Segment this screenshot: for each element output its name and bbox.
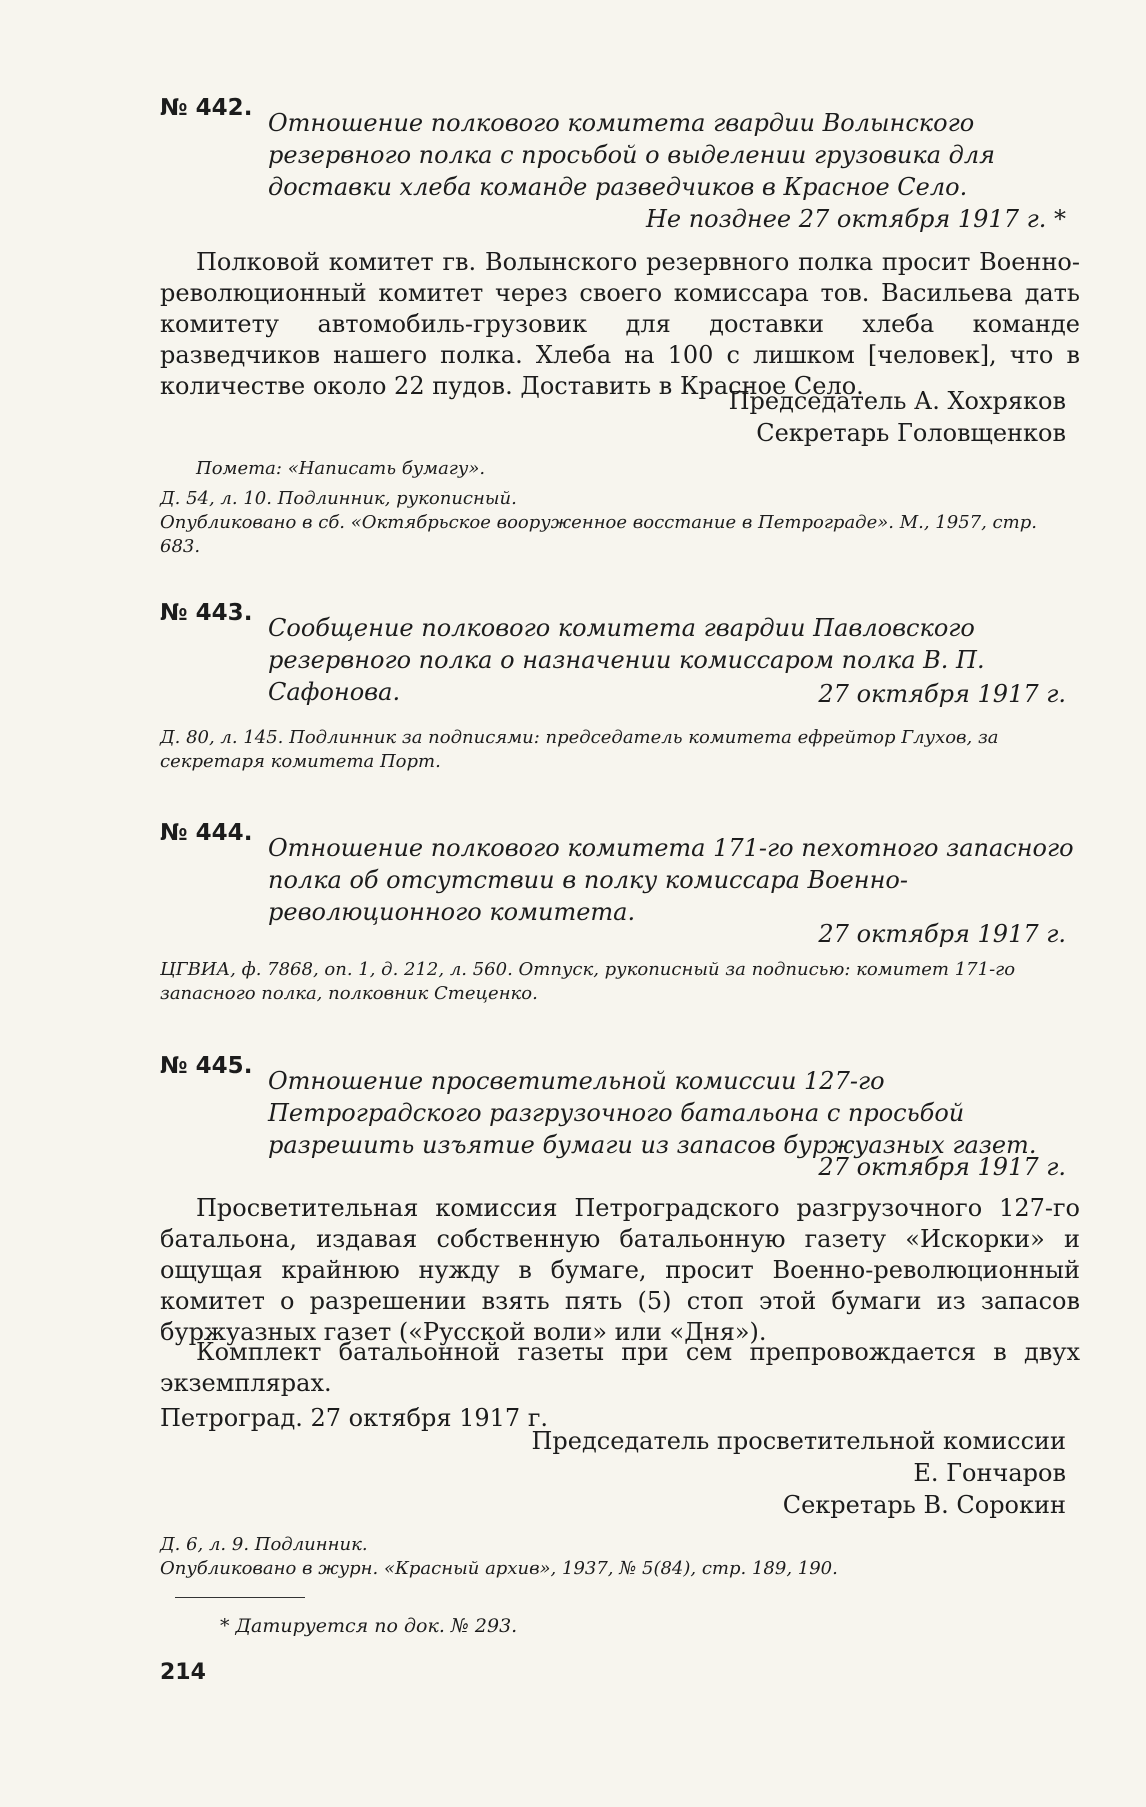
document-source: Д. 54, л. 10. Подлинник, рукописный. [160,488,517,509]
document-number: № 442. [160,95,253,121]
signature-secretary: Секретарь В. Сорокин [782,1491,1066,1519]
document-date: Не позднее 27 октября 1917 г. * [645,205,1066,233]
signature-block [729,385,1066,449]
document-number: № 445. [160,1053,253,1079]
document-date: 27 октября 1917 г. [818,680,1066,708]
document-mark: Помета: «Написать бумагу». [196,458,486,479]
document-published: Опубликовано в сб. «Октябрьское вооруженное восстание в Петрограде». М., 1957, стр. 683. [160,512,1037,557]
document-number: № 443. [160,600,253,626]
document-title: Отношение просветительной комиссии 127-го Петроградского разгрузочного батальона с просьбой разрешить изъятие бумаги из запасов буржуазных газет. [268,1067,1037,1159]
document-source: Д. 80, л. 145. Подлинник за подписями: председатель комитета ефрейтор Глухов, за секретаря комитета Порт. [160,727,999,772]
document-number: № 444. [160,820,253,846]
document-source: ЦГВИА, ф. 7868, оп. 1, д. 212, л. 560. Отпуск, рукописный за подписью: комитет 171-го запасного полка, полковник Стеценко. [160,959,1016,1004]
signature-chairman-title: Председатель просветительной комиссии [531,1427,1066,1455]
document-body: Просветительная комиссия Петроградского разгрузочного 127-го батальона, издавая собственную батальонную газету «Искорки» и ощущая крайнюю нужду в бумаге, просит Военно-революционный комитет о разрешении взять пять (5) стоп этой бумаги из запасов буржуазных газет («Русской воли» или «Дня»). [160,1194,1080,1346]
footnote-divider [175,1597,305,1598]
document-published: Опубликовано в журн. «Красный архив», 1937, № 5(84), стр. 189, 190. [160,1558,838,1579]
document-title: Отношение полкового комитета 171-го пехотного запасного полка об отсутствии в полку комиссара Военно-революционного комитета. [268,834,1074,926]
signature-block [531,1425,1066,1521]
signature-secretary: Секретарь Головщенков [756,419,1066,447]
document-place-date: Петроград. 27 октября 1917 г. [160,1404,549,1432]
document-date: 27 октября 1917 г. [818,1153,1066,1181]
footnote: * Датируется по док. № 293. [220,1615,518,1637]
document-body-continued: Комплект батальонной газеты при сем препровождается в двух экземплярах. [160,1338,1080,1397]
signature-chairman: Председатель А. Хохряков [728,387,1066,415]
signature-chairman-name: Е. Гончаров [913,1459,1066,1487]
document-body: Полковой комитет гв. Волынского резервного полка просит Военно-революционный комитет через своего комиссара тов. Васильева дать комитету автомобиль-грузовик для доставки хлеба команде разведчиков нашего полка. Хлеба на 100 с лишком [человек], что в количестве около 22 пудов. Доставить в Красное Село. [160,248,1080,400]
page-number: 214 [160,1660,206,1685]
document-title: Отношение полкового комитета гвардии Волынского резервного полка с просьбой о выделении грузовика для доставки хлеба команде разведчиков в Красное Село. [268,109,996,201]
document-date: 27 октября 1917 г. [818,920,1066,948]
document-title: Сообщение полкового комитета гвардии Павловского резервного полка о назначении комиссаром полка В. П. Сафонова. [268,614,985,706]
document-source: Д. 6, л. 9. Подлинник. [160,1534,368,1555]
